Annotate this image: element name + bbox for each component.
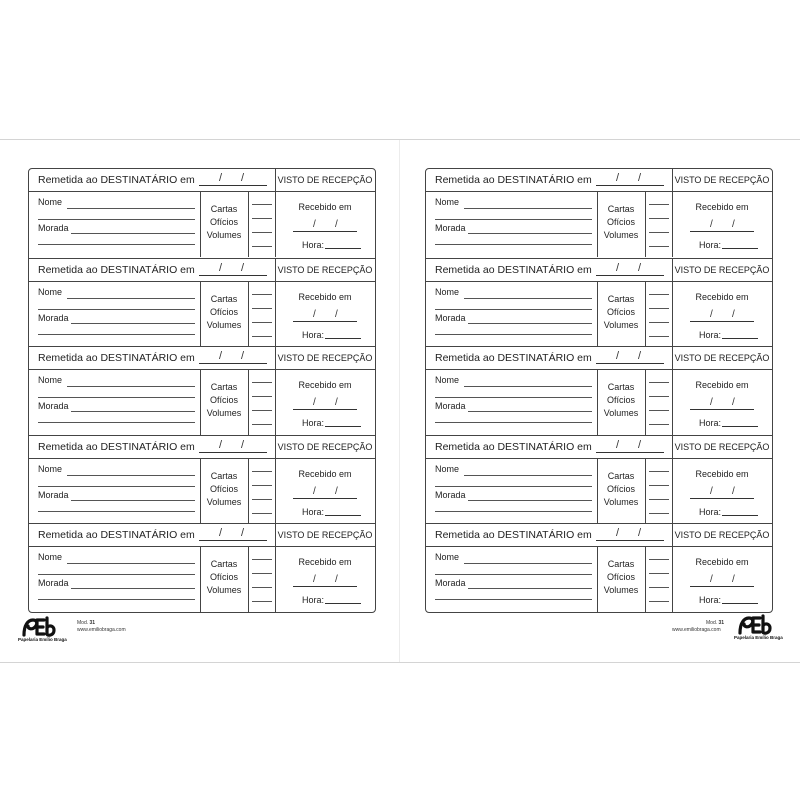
morada-field-line[interactable]	[435, 511, 592, 512]
visto-label: VISTO DE RECEPÇÃO	[674, 264, 770, 275]
items-area	[200, 281, 276, 347]
items-separator	[248, 369, 249, 435]
items-area	[200, 458, 276, 524]
morada-field[interactable]	[71, 500, 195, 501]
reception-date-field[interactable]: / /	[690, 231, 754, 232]
recebido-label: Recebido em	[298, 380, 352, 391]
items-area	[597, 369, 673, 435]
visto-label: VISTO DE RECEPÇÃO	[277, 175, 373, 185]
item-oficios-label: Ofícios	[606, 395, 635, 406]
form-block	[29, 346, 375, 435]
items-labels	[200, 381, 248, 420]
morada-field[interactable]	[468, 233, 592, 234]
dispatch-label: Remetida ao DESTINATÁRIO em	[435, 440, 592, 453]
item-count-field[interactable]	[252, 499, 272, 500]
dispatch-date-field[interactable]: / /	[199, 540, 267, 541]
dispatch-cell	[426, 259, 673, 281]
hora-label: Hora:	[302, 418, 325, 429]
nome-field-line[interactable]	[435, 486, 592, 487]
nome-field[interactable]	[464, 563, 592, 564]
item-oficios-label: Ofícios	[209, 395, 238, 406]
recebido-label: Recebido em	[298, 468, 352, 479]
item-volumes-label: Volumes	[206, 408, 242, 419]
block-header	[29, 169, 375, 192]
dispatch-label: Remetida ao DESTINATÁRIO em	[38, 352, 195, 365]
nome-field-line[interactable]	[38, 574, 195, 575]
recebido-label: Recebido em	[298, 291, 352, 302]
morada-field[interactable]	[71, 233, 195, 234]
item-oficios-label: Ofícios	[606, 217, 635, 227]
dispatch-label: Remetida ao DESTINATÁRIO em	[38, 440, 195, 453]
dispatch-label: Remetida ao DESTINATÁRIO em	[38, 263, 195, 276]
visto-label: VISTO DE RECEPÇÃO	[277, 441, 373, 452]
items-separator	[248, 281, 249, 347]
block-header	[426, 347, 772, 370]
dispatch-cell	[29, 524, 276, 546]
item-cartas-label: Cartas	[607, 293, 635, 304]
reception-date-field[interactable]: / /	[690, 498, 754, 499]
hora-label: Hora:	[699, 418, 722, 429]
hora-field[interactable]	[699, 330, 758, 340]
reception-area	[275, 369, 375, 435]
item-volumes-label: Volumes	[206, 319, 242, 330]
dispatch-date-field[interactable]: / /	[199, 275, 267, 276]
dispatch-date-field[interactable]: / /	[199, 452, 267, 453]
item-count-field[interactable]	[649, 204, 669, 205]
nome-field-line[interactable]	[38, 219, 195, 220]
form-block	[29, 258, 375, 347]
item-count-field[interactable]	[252, 485, 272, 486]
morada-label: Morada	[435, 489, 466, 500]
recipient-area	[426, 191, 598, 257]
hora-field[interactable]	[699, 507, 758, 517]
nome-field[interactable]	[67, 298, 195, 299]
form-block	[426, 435, 772, 524]
nome-field[interactable]	[464, 386, 592, 387]
dispatch-date-field[interactable]: / /	[199, 363, 267, 364]
items-labels	[597, 381, 645, 420]
hora-label: Hora:	[302, 240, 325, 250]
item-count-field[interactable]	[252, 587, 272, 588]
dispatch-date-field[interactable]: / /	[596, 185, 664, 186]
morada-field-line[interactable]	[435, 244, 592, 245]
nome-label: Nome	[435, 286, 460, 297]
nome-field-line[interactable]	[38, 309, 195, 310]
morada-field[interactable]	[468, 588, 592, 589]
item-oficios-label: Ofícios	[209, 306, 238, 317]
item-count-field[interactable]	[252, 410, 272, 411]
dispatch-cell	[426, 436, 673, 458]
dispatch-date-field[interactable]: / /	[596, 540, 664, 541]
hora-label: Hora:	[302, 595, 325, 606]
item-cartas-label: Cartas	[607, 470, 635, 481]
dispatch-date-field[interactable]: / /	[596, 363, 664, 364]
recipient-area	[426, 458, 598, 524]
block-header	[426, 259, 772, 282]
items-area	[200, 369, 276, 435]
dispatch-cell	[29, 259, 276, 281]
nome-field-line[interactable]	[38, 486, 195, 487]
website-link[interactable]: www.emiliobraga.com	[672, 627, 721, 633]
reception-area	[275, 458, 375, 524]
items-separator	[248, 458, 249, 524]
form-block	[426, 523, 772, 612]
item-count-field[interactable]	[649, 308, 669, 309]
hora-field[interactable]	[699, 418, 758, 428]
items-area	[597, 458, 673, 524]
form-block	[426, 346, 772, 435]
item-count-field[interactable]	[649, 218, 669, 219]
dispatch-label: Remetida ao DESTINATÁRIO em	[435, 352, 592, 365]
item-count-field[interactable]	[649, 573, 669, 574]
dispatch-date-field[interactable]: / /	[596, 452, 664, 453]
dispatch-date-field[interactable]: / /	[199, 185, 267, 186]
recipient-area	[29, 369, 201, 435]
items-labels	[200, 470, 248, 509]
logo-caption: Papelaria Emílio Braga	[734, 635, 783, 640]
item-count-field[interactable]	[252, 232, 272, 233]
page-fold	[399, 140, 400, 662]
item-cartas-label: Cartas	[210, 559, 238, 570]
recipient-area	[426, 546, 598, 612]
dispatch-cell	[426, 524, 673, 546]
dispatch-label: Remetida ao DESTINATÁRIO em	[435, 174, 592, 186]
item-count-field[interactable]	[252, 322, 272, 323]
recipient-area	[29, 458, 201, 524]
reception-area	[672, 369, 772, 435]
recebido-label: Recebido em	[695, 291, 749, 302]
dispatch-label: Remetida ao DESTINATÁRIO em	[435, 529, 592, 542]
item-count-field[interactable]	[649, 246, 669, 247]
item-count-field[interactable]	[649, 471, 669, 472]
item-count-field[interactable]	[252, 601, 272, 602]
hora-field[interactable]	[302, 418, 361, 428]
item-volumes-label: Volumes	[206, 496, 242, 507]
item-count-field[interactable]	[252, 308, 272, 309]
recebido-label: Recebido em	[695, 380, 749, 391]
hora-field[interactable]	[302, 507, 361, 517]
nome-label: Nome	[38, 463, 63, 474]
item-volumes-label: Volumes	[206, 585, 242, 596]
dispatch-cell	[29, 169, 276, 191]
hora-label: Hora:	[302, 329, 325, 340]
item-count-field[interactable]	[252, 382, 272, 383]
reception-area	[275, 546, 375, 612]
morada-field[interactable]	[468, 411, 592, 412]
block-header	[426, 524, 772, 547]
nome-field-line[interactable]	[435, 309, 592, 310]
item-volumes-label: Volumes	[603, 496, 639, 507]
item-volumes-label: Volumes	[206, 230, 242, 240]
reception-area	[672, 191, 772, 257]
nome-field[interactable]	[67, 386, 195, 387]
item-count-field[interactable]	[649, 485, 669, 486]
recipient-area	[29, 191, 201, 257]
reception-area	[275, 281, 375, 347]
item-count-field[interactable]	[649, 232, 669, 233]
items-separator	[248, 546, 249, 612]
visto-label: VISTO DE RECEPÇÃO	[674, 441, 770, 452]
morada-label: Morada	[38, 223, 69, 233]
item-count-field[interactable]	[252, 513, 272, 514]
footer-right	[670, 614, 790, 650]
morada-field-line[interactable]	[435, 599, 592, 600]
item-count-field[interactable]	[252, 336, 272, 337]
nome-field[interactable]	[464, 208, 592, 209]
item-volumes-label: Volumes	[603, 230, 639, 240]
morada-field[interactable]	[71, 323, 195, 324]
items-area	[597, 546, 673, 612]
item-oficios-label: Ofícios	[209, 217, 238, 227]
item-count-field[interactable]	[649, 410, 669, 411]
item-oficios-label: Ofícios	[209, 572, 238, 583]
morada-label: Morada	[38, 401, 69, 412]
dispatch-date-field[interactable]: / /	[596, 275, 664, 276]
visto-label: VISTO DE RECEPÇÃO	[277, 353, 373, 364]
hora-label: Hora:	[699, 329, 722, 340]
form-block	[426, 169, 772, 258]
items-labels	[597, 558, 645, 597]
nome-label: Nome	[38, 286, 63, 297]
block-header	[29, 524, 375, 547]
dispatch-cell	[29, 436, 276, 458]
recipient-area	[29, 281, 201, 347]
form-page-left	[28, 168, 376, 613]
hora-field[interactable]	[302, 240, 361, 250]
morada-label: Morada	[435, 223, 466, 233]
block-header	[426, 436, 772, 459]
morada-field-line[interactable]	[435, 334, 592, 335]
recipient-area	[426, 281, 598, 347]
item-oficios-label: Ofícios	[209, 483, 238, 494]
item-count-field[interactable]	[649, 499, 669, 500]
reception-date-field[interactable]: / /	[293, 409, 357, 410]
document-sheet	[0, 139, 800, 663]
items-area	[200, 546, 276, 612]
block-header	[29, 259, 375, 282]
item-count-field[interactable]	[252, 218, 272, 219]
item-cartas-label: Cartas	[210, 204, 238, 214]
morada-field-line[interactable]	[38, 334, 195, 335]
item-count-field[interactable]	[252, 573, 272, 574]
item-count-field[interactable]	[649, 396, 669, 397]
website-link[interactable]: www.emiliobraga.com	[77, 627, 126, 633]
form-page-right	[425, 168, 773, 613]
item-count-field[interactable]	[252, 471, 272, 472]
hora-field[interactable]	[699, 595, 758, 605]
recebido-label: Recebido em	[695, 468, 749, 479]
item-count-field[interactable]	[649, 294, 669, 295]
item-count-field[interactable]	[649, 587, 669, 588]
nome-field-line[interactable]	[435, 574, 592, 575]
nome-field[interactable]	[67, 475, 195, 476]
footer-left	[18, 614, 222, 650]
items-separator	[645, 191, 646, 257]
peb-logo-icon	[18, 616, 67, 642]
morada-label: Morada	[435, 578, 466, 589]
form-block	[29, 169, 375, 258]
items-labels	[597, 203, 645, 242]
dispatch-cell	[426, 169, 673, 191]
hora-label: Hora:	[699, 595, 722, 606]
nome-label: Nome	[38, 375, 63, 386]
visto-label: VISTO DE RECEPÇÃO	[674, 530, 770, 541]
nome-field-line[interactable]	[38, 397, 195, 398]
morada-field-line[interactable]	[38, 244, 195, 245]
nome-field[interactable]	[67, 208, 195, 209]
block-header	[426, 169, 772, 192]
hora-field[interactable]	[302, 595, 361, 605]
nome-label: Nome	[435, 463, 460, 474]
morada-field[interactable]	[71, 411, 195, 412]
morada-field-line[interactable]	[435, 422, 592, 423]
visto-label: VISTO DE RECEPÇÃO	[277, 264, 373, 275]
item-count-field[interactable]	[649, 424, 669, 425]
item-cartas-label: Cartas	[607, 559, 635, 570]
visto-label: VISTO DE RECEPÇÃO	[277, 530, 373, 541]
items-separator	[645, 546, 646, 612]
item-count-field[interactable]	[649, 322, 669, 323]
item-volumes-label: Volumes	[603, 319, 639, 330]
items-separator	[248, 191, 249, 257]
item-count-field[interactable]	[252, 396, 272, 397]
morada-label: Morada	[38, 578, 69, 589]
nome-field[interactable]	[67, 563, 195, 564]
dispatch-label: Remetida ao DESTINATÁRIO em	[38, 529, 195, 542]
item-cartas-label: Cartas	[607, 382, 635, 393]
item-count-field[interactable]	[649, 559, 669, 560]
form-block	[29, 435, 375, 524]
dispatch-cell	[29, 347, 276, 369]
item-count-field[interactable]	[252, 424, 272, 425]
morada-label: Morada	[38, 489, 69, 500]
nome-label: Nome	[435, 552, 460, 563]
block-header	[29, 347, 375, 370]
item-oficios-label: Ofícios	[606, 306, 635, 317]
item-cartas-label: Cartas	[607, 204, 635, 214]
items-area	[597, 281, 673, 347]
block-header	[29, 436, 375, 459]
hora-field[interactable]	[302, 330, 361, 340]
reception-date-field[interactable]: / /	[690, 409, 754, 410]
item-oficios-label: Ofícios	[606, 483, 635, 494]
morada-field-line[interactable]	[38, 422, 195, 423]
nome-field-line[interactable]	[435, 219, 592, 220]
morada-label: Morada	[435, 401, 466, 412]
morada-field[interactable]	[468, 500, 592, 501]
item-count-field[interactable]	[649, 601, 669, 602]
reception-area	[672, 458, 772, 524]
form-block	[426, 258, 772, 347]
items-separator	[645, 281, 646, 347]
reception-area	[672, 546, 772, 612]
visto-label: VISTO DE RECEPÇÃO	[674, 175, 770, 185]
item-count-field[interactable]	[252, 294, 272, 295]
items-labels	[597, 293, 645, 332]
mod-label: Mod. 31	[77, 620, 96, 626]
morada-field[interactable]	[71, 588, 195, 589]
morada-field-line[interactable]	[38, 511, 195, 512]
hora-label: Hora:	[302, 506, 325, 517]
items-area	[597, 191, 673, 257]
item-count-field[interactable]	[252, 246, 272, 247]
morada-field[interactable]	[468, 323, 592, 324]
reception-area	[275, 191, 375, 257]
recebido-label: Recebido em	[298, 557, 352, 568]
reception-date-field[interactable]: / /	[293, 321, 357, 322]
nome-label: Nome	[38, 197, 63, 207]
recebido-label: Recebido em	[298, 202, 352, 212]
reception-area	[672, 281, 772, 347]
items-labels	[597, 470, 645, 509]
nome-label: Nome	[435, 197, 460, 207]
item-cartas-label: Cartas	[210, 470, 238, 481]
nome-field[interactable]	[464, 298, 592, 299]
morada-label: Morada	[38, 312, 69, 323]
recipient-area	[426, 369, 598, 435]
nome-label: Nome	[38, 552, 63, 563]
reception-date-field[interactable]: / /	[293, 586, 357, 587]
hora-label: Hora:	[699, 506, 722, 517]
item-cartas-label: Cartas	[210, 382, 238, 393]
mod-label: Mod. 31	[706, 620, 725, 626]
logo-caption: Papelaria Emílio Braga	[18, 637, 67, 642]
nome-field-line[interactable]	[435, 397, 592, 398]
dispatch-label: Remetida ao DESTINATÁRIO em	[435, 263, 592, 276]
items-labels	[200, 558, 248, 597]
item-count-field[interactable]	[649, 513, 669, 514]
item-count-field[interactable]	[252, 559, 272, 560]
item-oficios-label: Ofícios	[606, 572, 635, 583]
items-separator	[645, 369, 646, 435]
form-block	[29, 523, 375, 612]
morada-field-line[interactable]	[38, 599, 195, 600]
recipient-area	[29, 546, 201, 612]
item-volumes-label: Volumes	[603, 585, 639, 596]
item-count-field[interactable]	[649, 336, 669, 337]
item-count-field[interactable]	[252, 204, 272, 205]
nome-label: Nome	[435, 375, 460, 386]
recebido-label: Recebido em	[695, 202, 749, 212]
nome-field[interactable]	[464, 475, 592, 476]
dispatch-label: Remetida ao DESTINATÁRIO em	[38, 174, 195, 186]
items-labels	[200, 293, 248, 332]
items-separator	[645, 458, 646, 524]
reception-date-field[interactable]: / /	[690, 321, 754, 322]
items-labels	[200, 203, 248, 242]
reception-date-field[interactable]: / /	[293, 231, 357, 232]
dispatch-cell	[426, 347, 673, 369]
hora-field[interactable]	[699, 240, 758, 250]
recebido-label: Recebido em	[695, 557, 749, 568]
peb-logo-icon	[734, 614, 783, 640]
item-cartas-label: Cartas	[210, 293, 238, 304]
reception-date-field[interactable]: / /	[293, 498, 357, 499]
hora-label: Hora:	[699, 240, 722, 250]
item-count-field[interactable]	[649, 382, 669, 383]
items-area	[200, 191, 276, 257]
morada-label: Morada	[435, 312, 466, 323]
item-volumes-label: Volumes	[603, 408, 639, 419]
visto-label: VISTO DE RECEPÇÃO	[674, 353, 770, 364]
reception-date-field[interactable]: / /	[690, 586, 754, 587]
